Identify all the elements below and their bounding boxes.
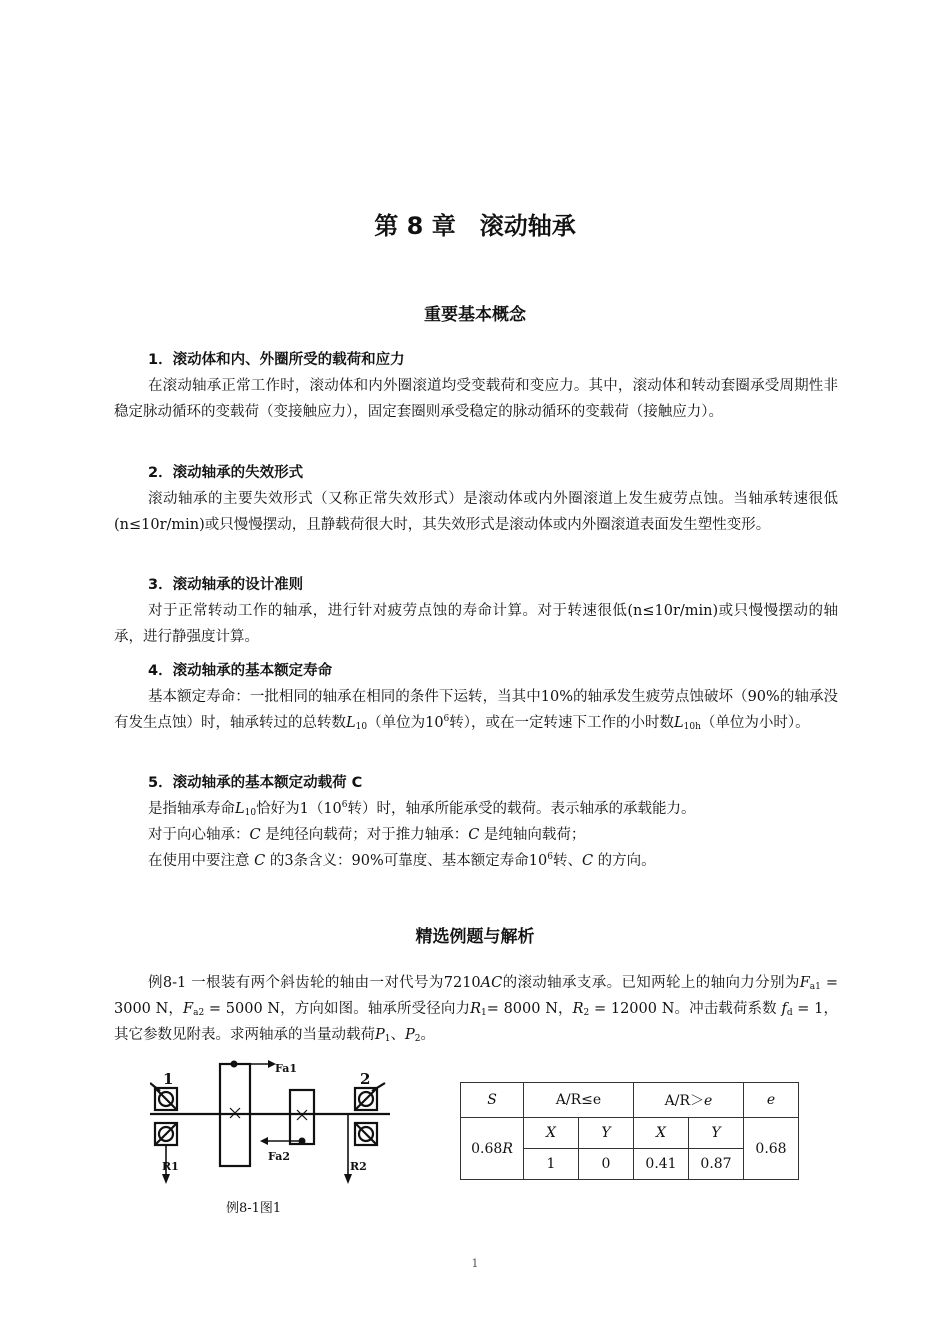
table-header-e: e: [744, 1083, 799, 1118]
section-title-examples: 精选例题与解析: [415, 927, 535, 947]
concept-2-heading: 2．滚动轴承的失效形式: [148, 465, 304, 481]
table-cell-e-value: 0.68: [744, 1118, 799, 1180]
concept-5-line-2: 对于向心轴承：C 是纯径向载荷；对于推力轴承：C 是纯轴向载荷；: [148, 827, 586, 843]
section-title-concepts: 重要基本概念: [424, 305, 526, 325]
concept-4-text: 基本额定寿命：一批相同的轴承在相同的条件下运转，当其中10%的轴承发生疲劳点蚀破坏（90%的轴承没有发生点蚀）时，轴承转过的总转数$L_{10}$（单位为$10^6$转），或在一定转速下工作的小时数$L_{10h}$（单位为小时）。: [114, 689, 838, 732]
concept-2-text: 滚动轴承的主要失效形式（又称正常失效形式）是滚动体或内外圈滚道上发生疲劳点蚀。当轴承转速很低(n≤10r/min)或只慢慢摆动，且静载荷很大时，其失效形式是滚动体或内外圈滚道表面发生塑性变形。: [114, 491, 838, 533]
concept-2: [114, 460, 838, 538]
fa1-label: Fa1: [275, 1062, 297, 1075]
concept-1-text: 在滚动轴承正常工作时，滚动体和内外圈滚道均受变载荷和变应力。其中，滚动体和转动套圈承受周期性非稳定脉动循环的变载荷（变接触应力），固定套圈则承受稳定的脉动循环的变载荷（接触应力）。: [114, 378, 838, 420]
concept-1-heading: 1．滚动体和内、外圈所受的载荷和应力: [148, 352, 405, 368]
concept-5: [114, 770, 838, 874]
figure-caption: 例8-1图1: [226, 1201, 282, 1216]
chapter-title: 第 8 章 滚动轴承: [374, 212, 576, 240]
example-8-1: [114, 970, 838, 1048]
parameter-table: [460, 1082, 799, 1180]
concept-3: [114, 572, 838, 650]
concept-5-heading: 5．滚动轴承的基本额定动载荷 C: [148, 775, 363, 791]
gear-2: [290, 1090, 314, 1144]
table-cell-s-value: 0.68R: [461, 1118, 524, 1180]
table-cell: Y: [689, 1118, 744, 1149]
table-row: [461, 1083, 799, 1118]
concept-3-heading: 3．滚动轴承的设计准则: [148, 577, 304, 593]
concept-5-line-3: 在使用中要注意 C 的3条含义：90%可靠度、基本额定寿命$10^6$转、C 的方向。: [148, 852, 656, 869]
page-number: 1: [471, 1257, 479, 1270]
table-cell: X: [524, 1118, 579, 1149]
table-cell: Y: [579, 1118, 634, 1149]
table-header-ar-le-e: A/R≤e: [524, 1083, 634, 1118]
table-cell: 0: [579, 1149, 634, 1180]
bearing-2-label: 2: [360, 1070, 371, 1088]
concept-5-line-1: 是指轴承寿命$L_{10}$恰好为$1(10^6$转）时，轴承所能承受的载荷。表示轴承的承载能力。: [148, 800, 696, 818]
shaft-bearing-diagram: [150, 1058, 400, 1188]
table-header-ar-gt-e: A/R＞e: [634, 1083, 744, 1118]
table-header-s: S: [461, 1083, 524, 1118]
r2-label: R2: [350, 1160, 367, 1173]
table-cell: X: [634, 1118, 689, 1149]
concept-4-heading: 4．滚动轴承的基本额定寿命: [148, 663, 333, 679]
table-cell: 0.41: [634, 1149, 689, 1180]
bearing-1-label: 1: [163, 1070, 174, 1088]
fa2-label: Fa2: [268, 1150, 290, 1163]
example-8-1-text: 例8-1 一根装有两个斜齿轮的轴由一对代号为7210AC的滚动轴承支承。已知两轮上的轴向力分别为$F_{a1} = 3000$ N，$F_{a2} = 5000$ N，方向如图。轴承所受径向力$R_1= 8000$ N，$R_2 = 12000$ N。冲击载荷系数 $f_d = 1$，其它参数见附表。求两轴承的当量动载荷$P_1$、$P_2$。: [114, 975, 839, 1044]
concept-4: [114, 658, 838, 736]
table-cell: 1: [524, 1149, 579, 1180]
concept-3-text: 对于正常转动工作的轴承，进行针对疲劳点蚀的寿命计算。对于转速很低(n≤10r/min)或只慢慢摆动的轴承，进行静强度计算。: [114, 603, 838, 645]
concept-1: [114, 347, 838, 425]
table-cell: 0.87: [689, 1149, 744, 1180]
table-row: [461, 1118, 799, 1149]
r1-label: R1: [162, 1160, 179, 1173]
